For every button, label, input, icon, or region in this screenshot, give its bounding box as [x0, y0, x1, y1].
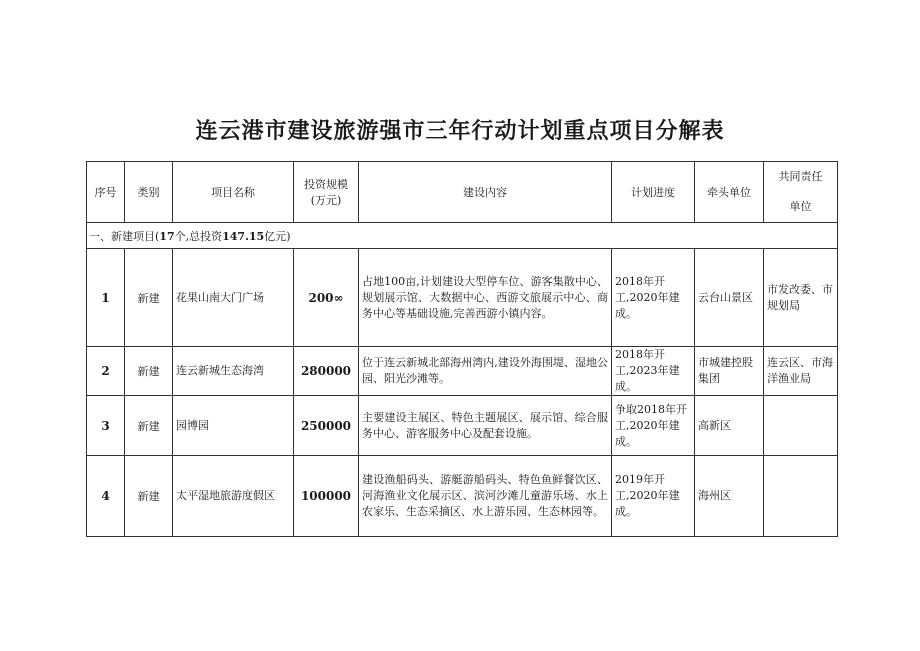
table-row — [87, 456, 838, 537]
header-category: 类别 — [125, 162, 173, 223]
row-seq: 2 — [87, 347, 125, 396]
row-content: 主要建设主展区、特色主题展区、展示馆、综合服务中心、游客服务中心及配套设施。 — [359, 396, 612, 456]
header-invest-line2: (万元) — [310, 194, 342, 207]
section-row — [87, 223, 838, 249]
header-row — [87, 162, 838, 223]
row-invest: 250000 — [294, 396, 359, 456]
section-count: 17 — [159, 229, 175, 243]
row-co — [764, 456, 838, 537]
header-co-line1: 共同责任 — [778, 170, 823, 183]
row-content: 建设渔船码头、游艇游船码头、特色鱼鲜餐饮区、河海渔业文化展示区、滨河沙滩儿童游乐场、水上农家乐、生态采摘区、水上游乐园、生态林园等。 — [359, 456, 612, 537]
header-co — [764, 162, 838, 223]
row-lead: 市城建控股集团 — [695, 347, 764, 396]
row-seq: 4 — [87, 456, 125, 537]
header-name: 项目名称 — [173, 162, 294, 223]
row-category: 新建 — [125, 456, 173, 537]
section-suffix: 亿元) — [264, 229, 291, 243]
row-content: 位于连云新城北部海州湾内,建设外海围堤、湿地公园、阳光沙滩等。 — [359, 347, 612, 396]
row-name: 太平湿地旅游度假区 — [173, 456, 294, 537]
row-schedule: 2018年开工,2023年建成。 — [612, 347, 695, 396]
section-label — [87, 223, 838, 249]
row-invest: 200∞ — [294, 249, 359, 347]
header-lead: 牵头单位 — [695, 162, 764, 223]
table-row — [87, 347, 838, 396]
row-co: 市发改委、市规划局 — [764, 249, 838, 347]
row-lead: 高新区 — [695, 396, 764, 456]
row-category: 新建 — [125, 249, 173, 347]
table-row — [87, 249, 838, 347]
row-seq: 1 — [87, 249, 125, 347]
header-invest — [294, 162, 359, 223]
row-schedule: 争取2018年开工,2020年建成。 — [612, 396, 695, 456]
row-category: 新建 — [125, 396, 173, 456]
row-name: 花果山南大门广场 — [173, 249, 294, 347]
row-co — [764, 396, 838, 456]
section-mid: 个,总投资 — [174, 229, 223, 243]
section-prefix: 一、新建项目( — [89, 229, 160, 243]
row-category: 新建 — [125, 347, 173, 396]
header-schedule: 计划进度 — [612, 162, 695, 223]
row-co: 连云区、市海洋渔业局 — [764, 347, 838, 396]
table-row — [87, 396, 838, 456]
row-invest: 280000 — [294, 347, 359, 396]
project-table — [86, 161, 838, 537]
row-invest: 100000 — [294, 456, 359, 537]
header-seq: 序号 — [87, 162, 125, 223]
row-lead: 云台山景区 — [695, 249, 764, 347]
row-lead: 海州区 — [695, 456, 764, 537]
page-title: 连云港市建设旅游强市三年行动计划重点项目分解表 — [195, 119, 725, 144]
header-invest-line1: 投资规模 — [304, 178, 348, 191]
row-content: 占地100亩,计划建设大型停车位、游客集散中心、规划展示馆、大数据中心、西游文旅展示中心、商务中心等基础设施,完善西游小镇内容。 — [359, 249, 612, 347]
header-co-line2: 单位 — [789, 200, 812, 213]
row-seq: 3 — [87, 396, 125, 456]
header-content: 建设内容 — [359, 162, 612, 223]
row-schedule: 2019年开工,2020年建成。 — [612, 456, 695, 537]
row-name: 园博园 — [173, 396, 294, 456]
section-amount: 147.15 — [222, 229, 265, 243]
row-schedule: 2018年开工,2020年建成。 — [612, 249, 695, 347]
row-name: 连云新城生态海湾 — [173, 347, 294, 396]
